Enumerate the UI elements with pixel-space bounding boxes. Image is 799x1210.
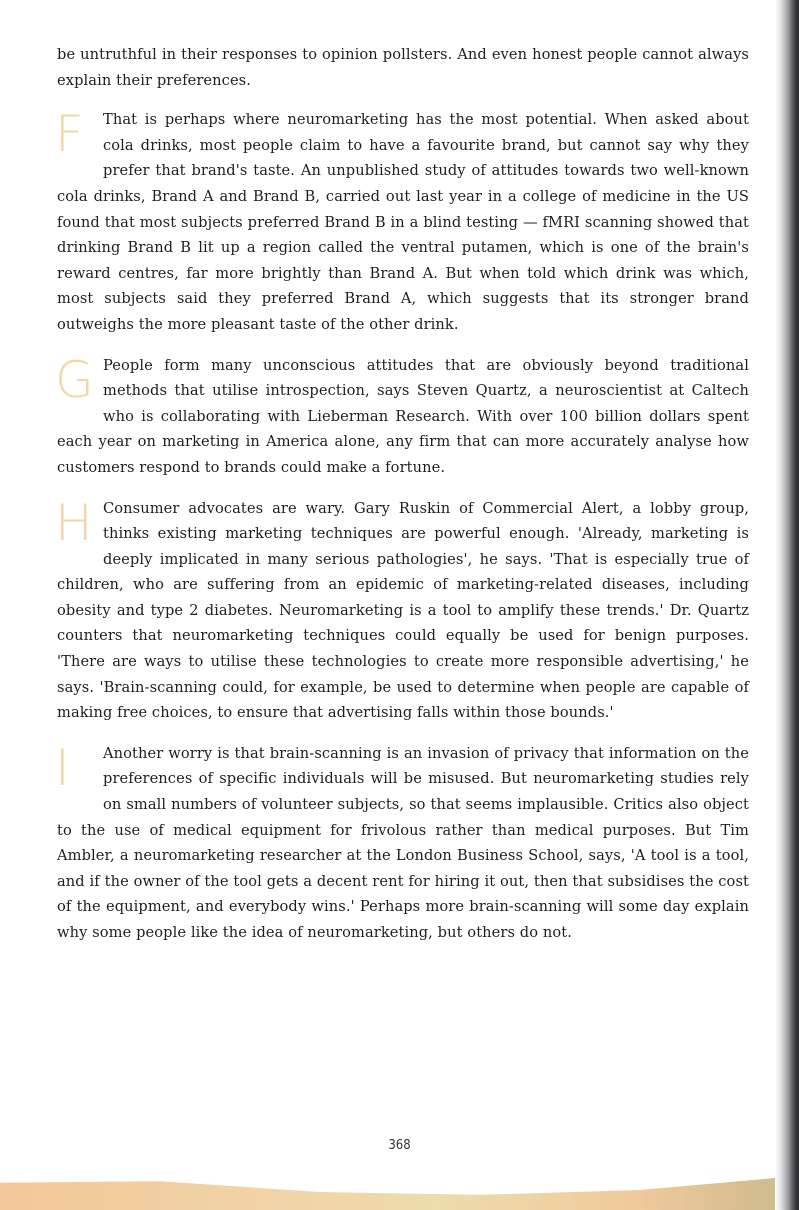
paragraph-continuation: be untruthful in their responses to opinion pollsters. And even honest people cannot always explain their preferences. (57, 46, 749, 89)
paragraph-g (55, 350, 749, 481)
drop-cap-letter-h: H (55, 493, 93, 552)
paragraph-i (55, 738, 749, 946)
article-body (57, 42, 749, 961)
paragraph-g-text: People form many unconscious attitudes that are obviously beyond traditional methods that utilise introspection, says Steven Quartz, a neuroscientist at Caltech who is collaborating with Lieberman Research. With over 100 billion dollars spent each year on marketing in America alone, any firm that can more accurately analyse how customers respond to brands could make a fortune. (57, 356, 749, 476)
paragraph-i-text: Another worry is that brain-scanning is an invasion of privacy that information on the preferences of specific individuals will be misused. But neuromarketing studies rely on small numbers of volunteer subjects, so that seems implausible. Critics also object to the use of medical equipment for frivolous rather than medical purposes. But Tim Ambler, a neuromarketing researcher at the London Business School, says, 'A tool is a tool, and if the owner of the tool gets a decent rent for hiring it out, then that subsidises the cost of the equipment, and everybody wins.' Perhaps more brain-scanning will some day explain why some people like the idea of neuromarketing, but others do not. (57, 744, 749, 941)
drop-cap-letter-i: I (55, 738, 70, 797)
paragraph-f-text: That is perhaps where neuromarketing has the most potential. When asked about cola drinks, most people claim to have a favourite brand, but cannot say why they prefer that brand's taste. An unpublished study of attitudes towards two well-known cola drinks, Brand A and Brand B, carried out last year in a college of medicine in the US found that most subjects preferred Brand B in a blind testing — fMRI scanning showed that drinking Brand B lit up a region called the ventral putamen, which is one of the brain's reward centres, far more brightly than Brand A. But when told which drink was which, most subjects said they preferred Brand A, which suggests that its stronger brand outweighs the more pleasant taste of the other drink. (57, 111, 749, 333)
drop-cap-letter-f: F (55, 105, 84, 164)
page-number: 368 (388, 1138, 411, 1153)
paragraph-h (55, 493, 749, 726)
drop-cap-letter-g: G (55, 350, 94, 409)
paragraph-h-text: Consumer advocates are wary. Gary Ruskin of Commercial Alert, a lobby group, thinks existing marketing techniques are powerful enough. 'Already, marketing is deeply implicated in many serious pathologies', he says. 'That is especially true of children, who are suffering from an epidemic of marketing-related diseases, including obesity and type 2 diabetes. Neuromarketing is a tool to amplify these trends.' Dr. Quartz counters that neuromarketing techniques could equally be used for benign purposes. 'There are ways to utilise these technologies to create more responsible advertising,' he says. 'Brain-scanning could, for example, be used to determine when people are capable of making free choices, to ensure that advertising falls within those bounds.' (57, 499, 749, 722)
paragraph-f (57, 107, 749, 337)
page-bottom-edge (0, 1170, 799, 1210)
book-spine-shadow (775, 0, 799, 1210)
